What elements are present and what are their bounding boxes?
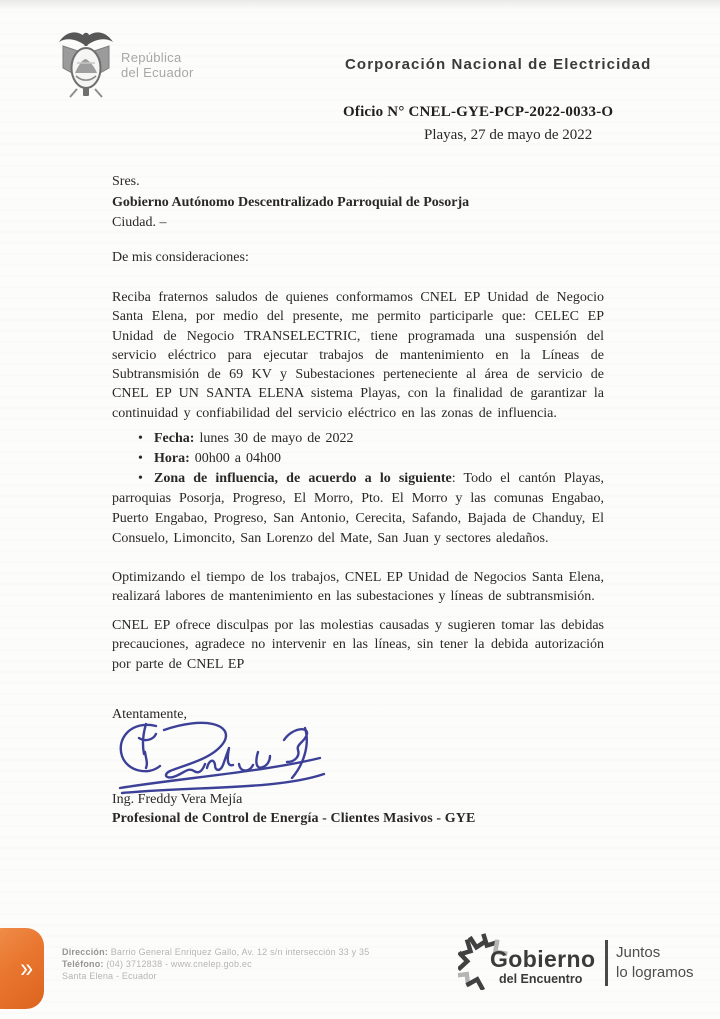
bullet-dot: • — [138, 451, 143, 466]
bullet-text: lunes 30 de mayo de 2022 — [194, 431, 354, 446]
signer-title: Profesional de Control de Energía - Clientes Masivos - GYE — [112, 811, 476, 826]
bullet-item-fecha — [112, 429, 604, 449]
letter-paragraph-3: CNEL EP ofrece disculpas por las molestias causadas y sugieren tomar las debidas precauciones, agradece no intervenir en las líneas, sin tener la debida autorización por parte de CNEL EP — [112, 618, 604, 672]
oficio-number: Oficio N° CNEL-GYE-PCP-2022-0033-O — [343, 104, 614, 120]
bullet-list — [112, 429, 604, 549]
bullet-text: : Todo el cantón Playas, parroquias Posorja, Progreso, El Morro, Pto. El Morro y las comunas Engabao, Puerto Engabao, Progreso, San Antonio, Cerecita, Safando, Bajada de Chanduy, El Consuelo, Limoncito, San Lorenzo del Mate, San Juan y sectores aledaños. — [112, 471, 605, 546]
bullet-dot: • — [138, 431, 143, 446]
bullet-label: Hora: — [154, 451, 190, 466]
footer-accent-tab — [0, 928, 44, 1009]
recipient-block — [112, 172, 604, 234]
recipient-name: Gobierno Autónomo Descentralizado Parroquial de Posorja — [112, 194, 470, 210]
bullet-item-hora — [112, 449, 604, 469]
letter-paragraph-2: Optimizando el tiempo de los trabajos, CNEL EP Unidad de Negocios Santa Elena, realizará labores de mantenimiento en las subestaciones y líneas de subtransmisión. — [112, 570, 604, 605]
gobierno-wordmark: Gobierno — [490, 946, 596, 972]
ecuador-coat-of-arms-icon — [55, 26, 117, 106]
recipient-salutation: Sres. — [112, 174, 140, 189]
gobierno-tagline — [616, 943, 694, 983]
republic-label-line1: República — [121, 50, 182, 65]
gobierno-del-encuentro-logo — [452, 930, 702, 1002]
republic-label — [121, 50, 194, 80]
footer-phone-value: (04) 3712838 - www.cnelep.gob.ec — [103, 958, 252, 969]
footer-location-line: Santa Elena - Ecuador — [62, 970, 157, 981]
signer-name: Ing. Freddy Vera Mejía — [112, 792, 243, 807]
letter-opening: De mis consideraciones: — [112, 250, 249, 265]
gobierno-divider — [605, 940, 608, 986]
place-and-date: Playas, 27 de mayo de 2022 — [424, 127, 593, 143]
signer-block — [112, 790, 604, 828]
republic-label-line2: del Ecuador — [121, 65, 194, 80]
footer-phone-line — [62, 959, 369, 971]
gobierno-tagline-line2: lo logramos — [616, 964, 694, 981]
bullet-item-zona — [112, 469, 604, 549]
footer-address-line — [62, 947, 369, 959]
bullet-label: Zona de influencia, de acuerdo a lo siguiente — [154, 471, 452, 486]
gobierno-tagline-line1: Juntos — [616, 944, 661, 961]
closing-salutation: Atentamente, — [112, 707, 188, 722]
double-chevron-icon: » — [20, 952, 33, 983]
bullet-label: Fecha: — [154, 431, 195, 446]
gobierno-submark: del Encuentro — [499, 972, 583, 986]
footer-address-value: Barrio General Enriquez Gallo, Av. 12 s/n intersección 33 y 35 — [108, 947, 370, 957]
handwritten-signature — [112, 716, 344, 800]
letter-paragraph-1: Reciba fraternos saludos de quienes conformamos CNEL EP Unidad de Negocio Santa Elena, por medio del presente, me permito participarle que: CELEC EP Unidad de Negocio TRANSELECTRIC, tiene programada una suspensión del servicio eléctrico para ejecutar trabajos de mantenimiento en la Líneas de Subtransmisión de 69 KV y Subestaciones perteneciente al área de servicio de CNEL EP UN SANTA ELENA sistema Playas, con la finalidad de garantizar la continuidad y confiabilidad del servicio eléctrico en las zonas de influencia. — [112, 290, 604, 421]
bullet-dot: • — [138, 471, 143, 486]
footer-contact-info — [62, 947, 369, 982]
recipient-city: Ciudad. – — [112, 215, 167, 230]
scan-artifact-band — [0, 0, 720, 10]
footer-phone-label: Teléfono: — [62, 958, 104, 969]
bullet-text: 00h00 a 04h00 — [189, 451, 281, 466]
organization-title: Corporación Nacional de Electricidad — [345, 56, 652, 73]
footer-address-label: Dirección: — [62, 947, 109, 957]
